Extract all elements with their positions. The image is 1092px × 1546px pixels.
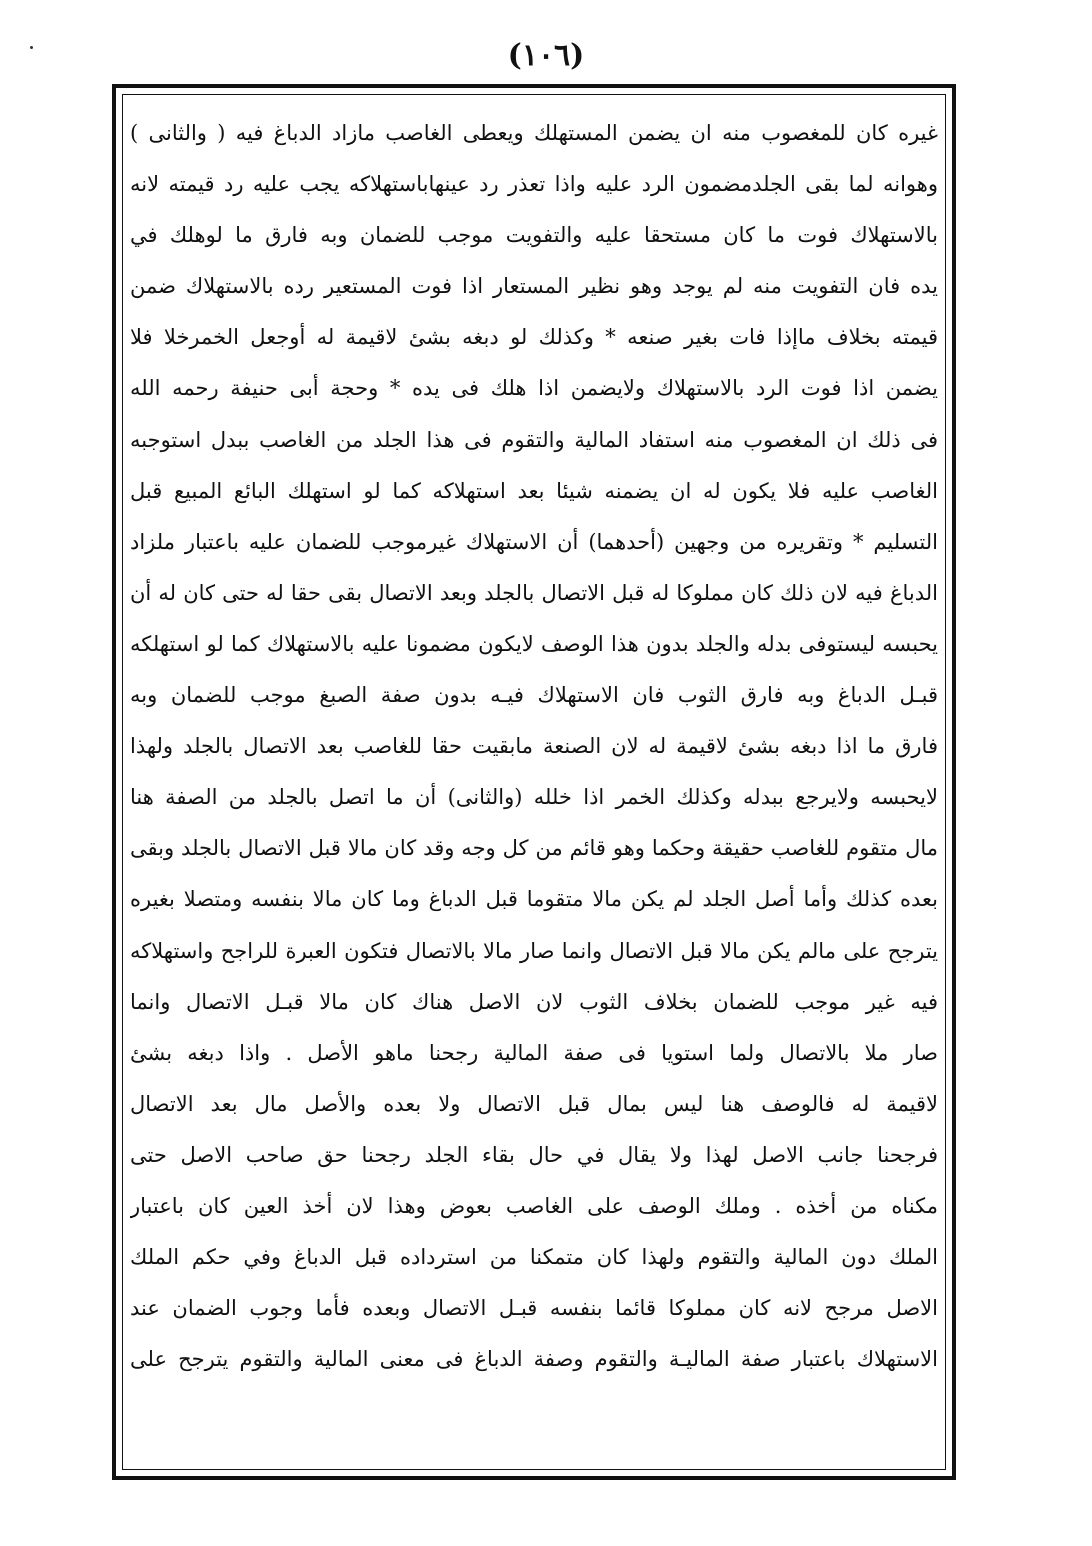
text-line: يترجح على مالم يكن مالا قبل الاتصال وانما صار مالا بالاتصال فتكون العبرة للراجح واستهلاكه [130, 938, 938, 963]
text-line: وهوانه لما بقى الجلدمضمون الرد عليه واذا تعذر رد عينهاباستهلاكه يجب عليه رد قيمته لانه [130, 172, 938, 197]
text-line: الاستهلاك باعتبار صفة الماليـة والتقوم وصفة الدباغ فى معنى المالية والتقوم يترجح على [130, 1347, 938, 1372]
text-line: مال متقوم للغاصب حقيقة وحكما وهو قائم من كل وجه وقد كان مالا قبل الاتصال بالجلد وبقى [130, 836, 938, 861]
text-line: غيره كان للمغصوب منه ان يضمن المستهلك ويعطى الغاصب مازاد الدباغ فيه ( والثانى ) [130, 121, 938, 145]
scan-speck [30, 46, 33, 49]
text-line: مكناه من أخذه . وملك الوصف على الغاصب بعوض وهذا لان أخذ العين كان باعتبار [130, 1193, 938, 1218]
text-line: يحبسه ليستوفى بدله والجلد بدون هذا الوصف لايكون مضمونا عليه بالاستهلاك كما لو استهلكه [130, 631, 938, 656]
page-number: (١٠٦) [507, 38, 585, 73]
text-line: صار ملا بالاتصال ولما استويا فى صفة المالية رجحنا ماهو الأصل . واذا دبغه بشئ [130, 1040, 938, 1065]
text-line: لاقيمة له فالوصف هنا ليس بمال قبل الاتصال ولا بعده والأصل مال بعد الاتصال [130, 1091, 938, 1116]
text-line: الغاصب عليه فلا يكون له ان يضمنه شيئا بعد استهلاكه كما لو استهلك البائع المبيع قبل [130, 478, 938, 503]
text-line: فى ذلك ان المغصوب منه استفاد المالية والتقوم فى هذا الجلد من الغاصب ببدل استوجبه [130, 427, 938, 452]
text-line: الملك دون المالية والتقوم ولهذا كان متمكنا من استرداده قبل الدباغ وفي حكم الملك [130, 1245, 938, 1270]
text-line: فيه غير موجب للضمان بخلاف الثوب لان الاصل هناك كان مالا قبـل الاتصال وانما [130, 989, 938, 1014]
text-line: لايحبسه ولايرجع ببدله وكذلك الخمر اذا خلله (والثانى) أن ما اتصل بالجلد من الصفة هنا [130, 785, 938, 810]
text-line: الدباغ فيه لان ذلك كان مملوكا له قبل الاتصال بالجلد وبعد الاتصال بقى حقا له حتى كان له أن [130, 580, 938, 605]
text-line: قبـل الدباغ وبه فارق الثوب فان الاستهلاك فيـه بدون صفة الصبغ موجب للضمان وبه [130, 683, 938, 708]
text-line: بالاستهلاك فوت ما كان مستحقا عليه والتفويت موجب للضمان وبه فارق ما لوهلك في [130, 223, 938, 248]
text-block [130, 108, 938, 1385]
text-line: يضمن اذا فوت الرد بالاستهلاك ولايضمن اذا هلك فى يده * وحجة أبى حنيفة رحمه الله [130, 376, 938, 401]
text-line: بعده كذلك وأما أصل الجلد لم يكن مالا متقوما قبل الدباغ وما كان مالا بنفسه ومتصلا بغيره [130, 887, 938, 912]
text-line: يده فان التفويت منه لم يوجد وهو نظير المستعار اذا فوت المستعير رده بالاستهلاك ضمن [130, 274, 938, 299]
text-line: فرجحنا جانب الاصل لهذا ولا يقال في حال بقاء الجلد رجحنا حق صاحب الاصل حتى [130, 1142, 938, 1167]
text-line: التسليم * وتقريره من وجهين (أحدهما) أن الاستهلاك غيرموجب للضمان عليه باعتبار ملزاد [130, 529, 938, 554]
text-line: قيمته بخلاف ماإذا فات بغير صنعه * وكذلك لو دبغه بشئ لاقيمة له أوجعل الخمرخلا فلا [130, 325, 938, 350]
text-line: فارق ما اذا دبغه بشئ لاقيمة له لان الصنعة مابقيت حقا للغاصب بعد الاتصال بالجلد ولهذا [130, 734, 938, 759]
page-border [112, 84, 956, 1480]
text-line: الاصل مرجح لانه كان مملوكا قائما بنفسه قبـل الاتصال وبعده فأما وجوب الضمان عند [130, 1296, 938, 1321]
